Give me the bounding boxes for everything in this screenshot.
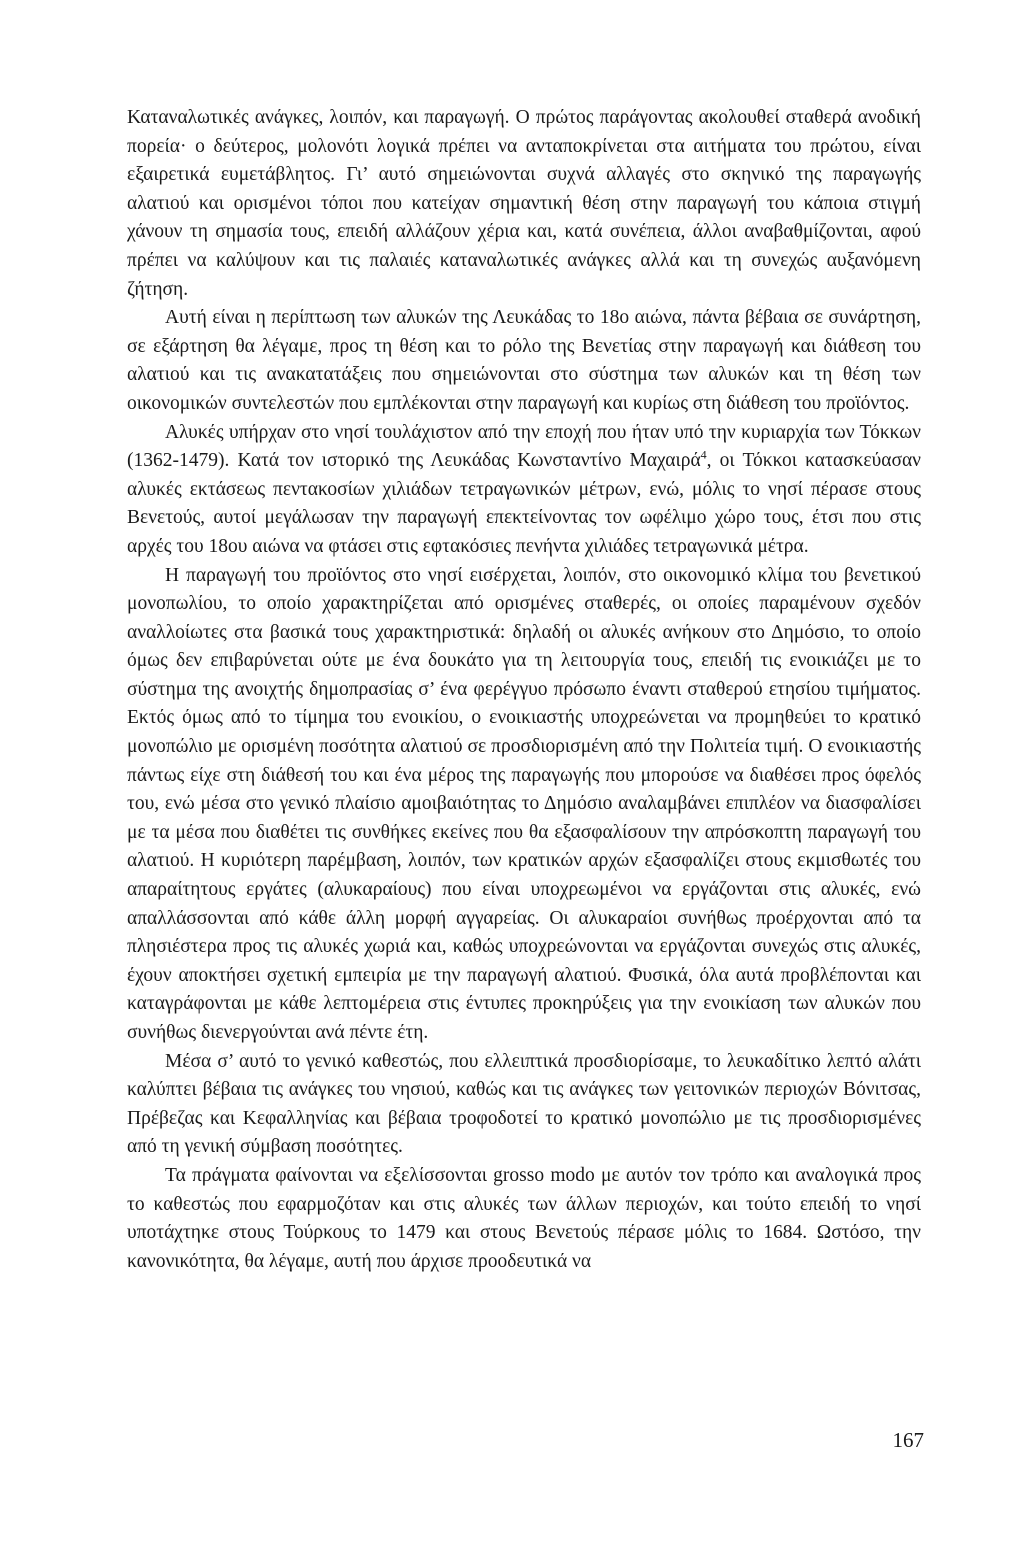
footnote-reference: 4 — [700, 447, 707, 462]
page-body — [127, 104, 921, 1276]
paragraph-6: Τα πράγματα φαίνονται να εξελίσσονται grosso modo με αυτόν τον τρόπο και αναλογικά προς το καθεστώς που εφαρμοζόταν και στις αλυκές των άλλων περιοχών, και τούτο επειδή το νησί υποτάχτηκε στους Τούρκους το 1479 και στους Βενετούς πέρασε μόλις το 1684. Ωστόσο, την κανονικότητα, θα λέγαμε, αυτή που άρχισε προοδευτικά να — [127, 1164, 921, 1272]
paragraph-3-text-continued: , οι Τόκκοι κατασκεύασαν αλυκές εκτάσεως πεντακοσίων χιλιάδων τετραγωνικών μέτρων, ενώ, μόλις το νησί πέρασε στους Βενετούς, αυτοί μεγάλωσαν την παραγωγή επεκτείνοντας τον ωφέλιμο χώρο τους, έτσι που στις αρχές του 18ου αιώνα να φτάσει στις εφτακόσιες πενήντα χιλιάδες τετραγωνικά μέτρα. — [127, 450, 921, 557]
paragraph-3-text: Αλυκές υπήρχαν στο νησί τουλάχιστον από την εποχή που ήταν υπό την κυριαρχία των Τόκκων (1362-1479). Κατά τον ιστορικό της Λευκάδας Κωνσταντίνο Μαχαιρά — [127, 421, 921, 472]
paragraph-5: Μέσα σ’ αυτό το γενικό καθεστώς, που ελλειπτικά προσδιορίσαμε, το λευκαδίτικο λεπτό αλάτι καλύπτει βέβαια τις ανάγκες του νησιού, καθώς και τις ανάγκες των γειτονικών περιοχών Βόνιτσας, Πρέβεζας και Κεφαλληνίας και βέβαια τροφοδοτεί το κρατικό μονοπώλιο με τις προσδιορισμένες από τη γενική σύμβαση ποσότητες. — [127, 1050, 921, 1158]
paragraph-4: Η παραγωγή του προϊόντος στο νησί εισέρχεται, λοιπόν, στο οικονομικό κλίμα του βενετικού μονοπωλίου, το οποίο χαρακτηρίζεται από ορισμένες σταθερές, οι οποίες παραμένουν σχεδόν αναλλοίωτες στα βασικά τους χαρακτηριστικά: δηλαδή οι αλυκές ανήκουν στο Δημόσιο, το οποίο όμως δεν επιβαρύνεται ούτε με ένα δουκάτο για τη λειτουργία τους, επειδή τις ενοικιάζει με το σύστημα της ανοιχτής δημοπρασίας σ’ ένα φερέγγυο πρόσωπο έναντι σταθερού ετησίου τιμήματος. Εκτός όμως από το τίμημα του ενοικίου, ο ενοικιαστής υποχρεώνεται να προμηθεύει το κρατικό μονοπώλιο με ορισμένη ποσότητα αλατιού σε προσδιορισμένη από την Πολιτεία τιμή. Ο ενοικιαστής πάντως είχε στη διάθεσή του και ένα μέρος της παραγωγής που μπορούσε να διαθέσει προς όφελός του, ενώ μέσα στο γενικό πλαίσιο αμοιβαιότητας το Δημόσιο αναλαμβάνει επιπλέον να διασφαλίσει με τα μέσα που διαθέτει τις συνθήκες εκείνες που θα εξασφαλίσουν την απρόσκοπτη παραγωγή του αλατιού. Η κυριότερη παρέμβαση, λοιπόν, των κρατικών αρχών εξασφαλίζει στους εκμισθωτές του απαραίτητους εργάτες (αλυκαραίους) που είναι υποχρεωμένοι να εργάζονται στις αλυκές, ενώ απαλλάσσονται από κάθε άλλη μορφή αγγαρείας. Οι αλυκαραίοι συνήθως προέρχονται από τα πλησιέστερα προς τις αλυκές χωριά και, καθώς υποχρεώνονται να εργάζονται συνεχώς στις αλυκές, έχουν αποκτήσει σχετική εμπειρία με την παραγωγή αλατιού. Φυσικά, όλα αυτά προβλέπονται και καταγράφονται με κάθε λεπτομέρεια στις έντυπες προκηρύξεις για την ενοικίαση των αλυκών που συνήθως διενεργούνται ανά πέντε έτη. — [127, 564, 921, 1043]
paragraph-1: Καταναλωτικές ανάγκες, λοιπόν, και παραγωγή. Ο πρώτος παράγοντας ακολουθεί σταθερά ανοδική πορεία· ο δεύτερος, μολονότι λογικά πρέπει να ανταποκρίνεται στα αιτήματα του πρώτου, είναι εξαιρετικά ευμετάβλητος. Γι’ αυτό σημειώνονται συχνά αλλαγές στο σκηνικό της παραγωγής αλατιού και ορισμένοι τόποι που κατείχαν σημαντική θέση στην παραγωγή του κάποια στιγμή χάνουν τη σημασία τους, επειδή αλλάζουν χέρια και, κατά συνέπεια, άλλοι αναβαθμίζονται, αφού πρέπει να καλύψουν και τις παλαιές καταναλωτικές ανάγκες αλλά και τη συνεχώς αυξανόμενη ζήτηση. — [127, 107, 921, 300]
paragraph-3 — [127, 419, 921, 562]
paragraph-2: Αυτή είναι η περίπτωση των αλυκών της Λευκάδας το 18ο αιώνα, πάντα βέβαια σε συνάρτηση, σε εξάρτηση θα λέγαμε, προς τη θέση και το ρόλο της Βενετίας στην παραγωγή και διάθεση του αλατιού και τις ανακατατάξεις που σημειώνονται στο σύστημα των αλυκών και τη θέση των οικονομικών συντελεστών που εμπλέκονται στην παραγωγή και κυρίως στη διάθεση του προϊόντος. — [127, 307, 921, 414]
page-number: 167 — [892, 1428, 924, 1452]
